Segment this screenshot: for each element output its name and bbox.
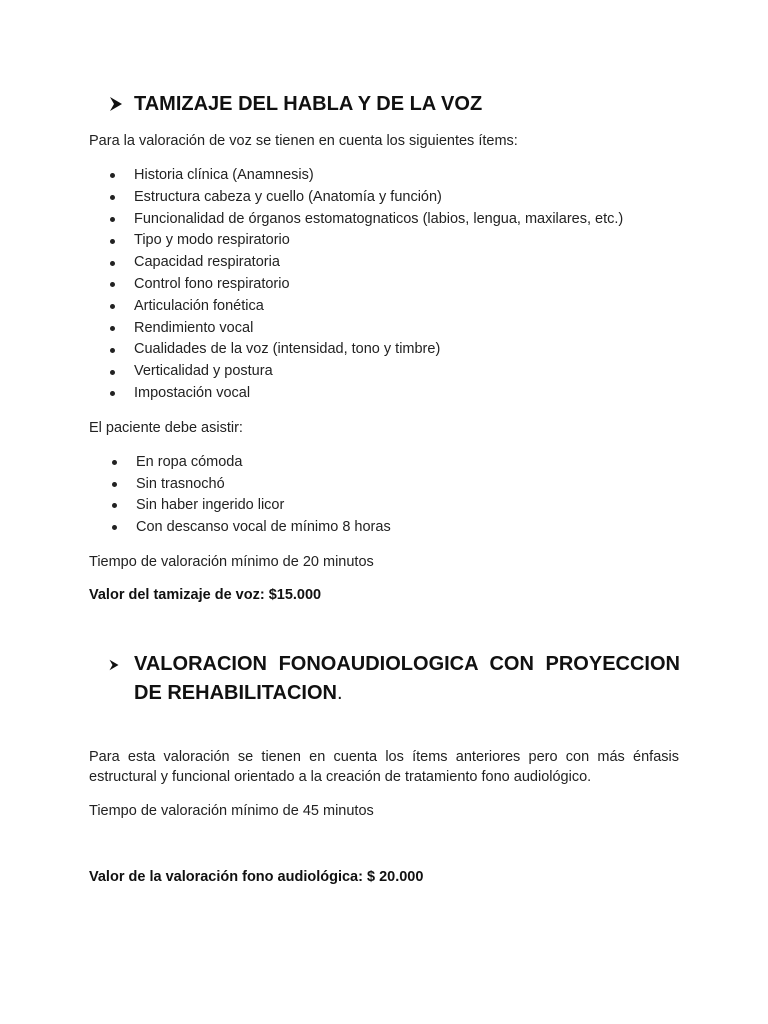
patient-requirements-list: [112, 452, 391, 538]
round-bullet-icon: [110, 274, 120, 296]
list-item-text: Tipo y modo respiratorio: [134, 232, 290, 249]
section-heading-tamizaje: [108, 90, 482, 118]
list-item-text: Historia clínica (Anamnesis): [134, 167, 314, 183]
round-bullet-icon: [112, 517, 122, 539]
list-item: [112, 517, 391, 539]
arrowhead-bullet-icon: [108, 90, 134, 118]
section-heading-text: TAMIZAJE DEL HABLA Y DE LA VOZ: [134, 93, 483, 115]
list-item-text: Sin haber ingerido licor: [136, 497, 285, 513]
round-bullet-icon: [110, 165, 120, 187]
list-item-text: Control fono respiratorio: [134, 275, 290, 292]
round-bullet-icon: [110, 318, 120, 340]
list-item-text: Sin trasnochó: [136, 475, 225, 492]
list-item: [112, 474, 391, 496]
round-bullet-icon: [110, 383, 120, 405]
list-item-text: Rendimiento vocal: [134, 319, 254, 336]
list-item-text: Capacidad respiratoria: [134, 254, 280, 271]
list-item: [110, 296, 623, 318]
round-bullet-icon: [112, 452, 122, 474]
voice-items-list: [110, 165, 623, 405]
section-heading-text: [134, 650, 680, 708]
list-item-text: Cualidades de la voz (intensidad, tono y timbre): [134, 341, 441, 358]
list-item-text: Impostación vocal: [134, 384, 251, 401]
screening-time-paragraph: Tiempo de valoración mínimo de 20 minutos: [89, 554, 374, 570]
round-bullet-icon: [112, 474, 122, 496]
list-item: [110, 209, 623, 231]
list-item: [110, 339, 623, 361]
list-item: [112, 495, 391, 517]
round-bullet-icon: [110, 339, 120, 361]
list-item: [110, 383, 623, 405]
list-item-text: Funcionalidad de órganos estomatognaticos (labios, lengua, maxilares, etc.): [134, 210, 624, 227]
intro-paragraph: Para la valoración de voz se tienen en cuenta los siguientes ítems:: [89, 133, 518, 149]
patient-intro-paragraph: El paciente debe asistir:: [89, 420, 243, 436]
evaluation-description-paragraph: Para esta valoración se tienen en cuenta los ítems anteriores pero con más énfasis estructural y funcional orientado a la creación de tratamiento fono audiológico.: [89, 749, 679, 785]
section-heading-main: VALORACION FONOAUDIOLOGICA CON PROYECCION DE REHABILITACION: [134, 653, 680, 704]
list-item: [110, 187, 623, 209]
list-item: [110, 318, 623, 340]
screening-price: Valor del tamizaje de voz: $15.000: [89, 587, 322, 603]
round-bullet-icon: [110, 361, 120, 383]
list-item: [110, 361, 623, 383]
list-item-text: En ropa cómoda: [136, 454, 243, 470]
list-item: [110, 274, 623, 296]
round-bullet-icon: [110, 296, 120, 318]
round-bullet-icon: [110, 209, 120, 231]
arrowhead-bullet-icon: [108, 650, 134, 679]
list-item-text: Verticalidad y postura: [134, 363, 273, 380]
round-bullet-icon: [110, 230, 120, 252]
list-item: [110, 252, 623, 274]
evaluation-time-paragraph: Tiempo de valoración mínimo de 45 minutos: [89, 803, 374, 819]
section-heading-valoracion: [108, 650, 680, 708]
list-item: [110, 165, 623, 187]
list-item: [112, 452, 391, 474]
list-item-text: Articulación fonética: [134, 297, 264, 314]
list-item-text: Con descanso vocal de mínimo 8 horas: [136, 518, 391, 535]
section-heading-period: .: [336, 682, 343, 704]
evaluation-price: Valor de la valoración fono audiológica: $ 20.000: [89, 869, 424, 885]
list-item: [110, 230, 623, 252]
round-bullet-icon: [110, 187, 120, 209]
round-bullet-icon: [112, 495, 122, 517]
round-bullet-icon: [110, 252, 120, 274]
list-item-text: Estructura cabeza y cuello (Anatomía y función): [134, 188, 442, 205]
